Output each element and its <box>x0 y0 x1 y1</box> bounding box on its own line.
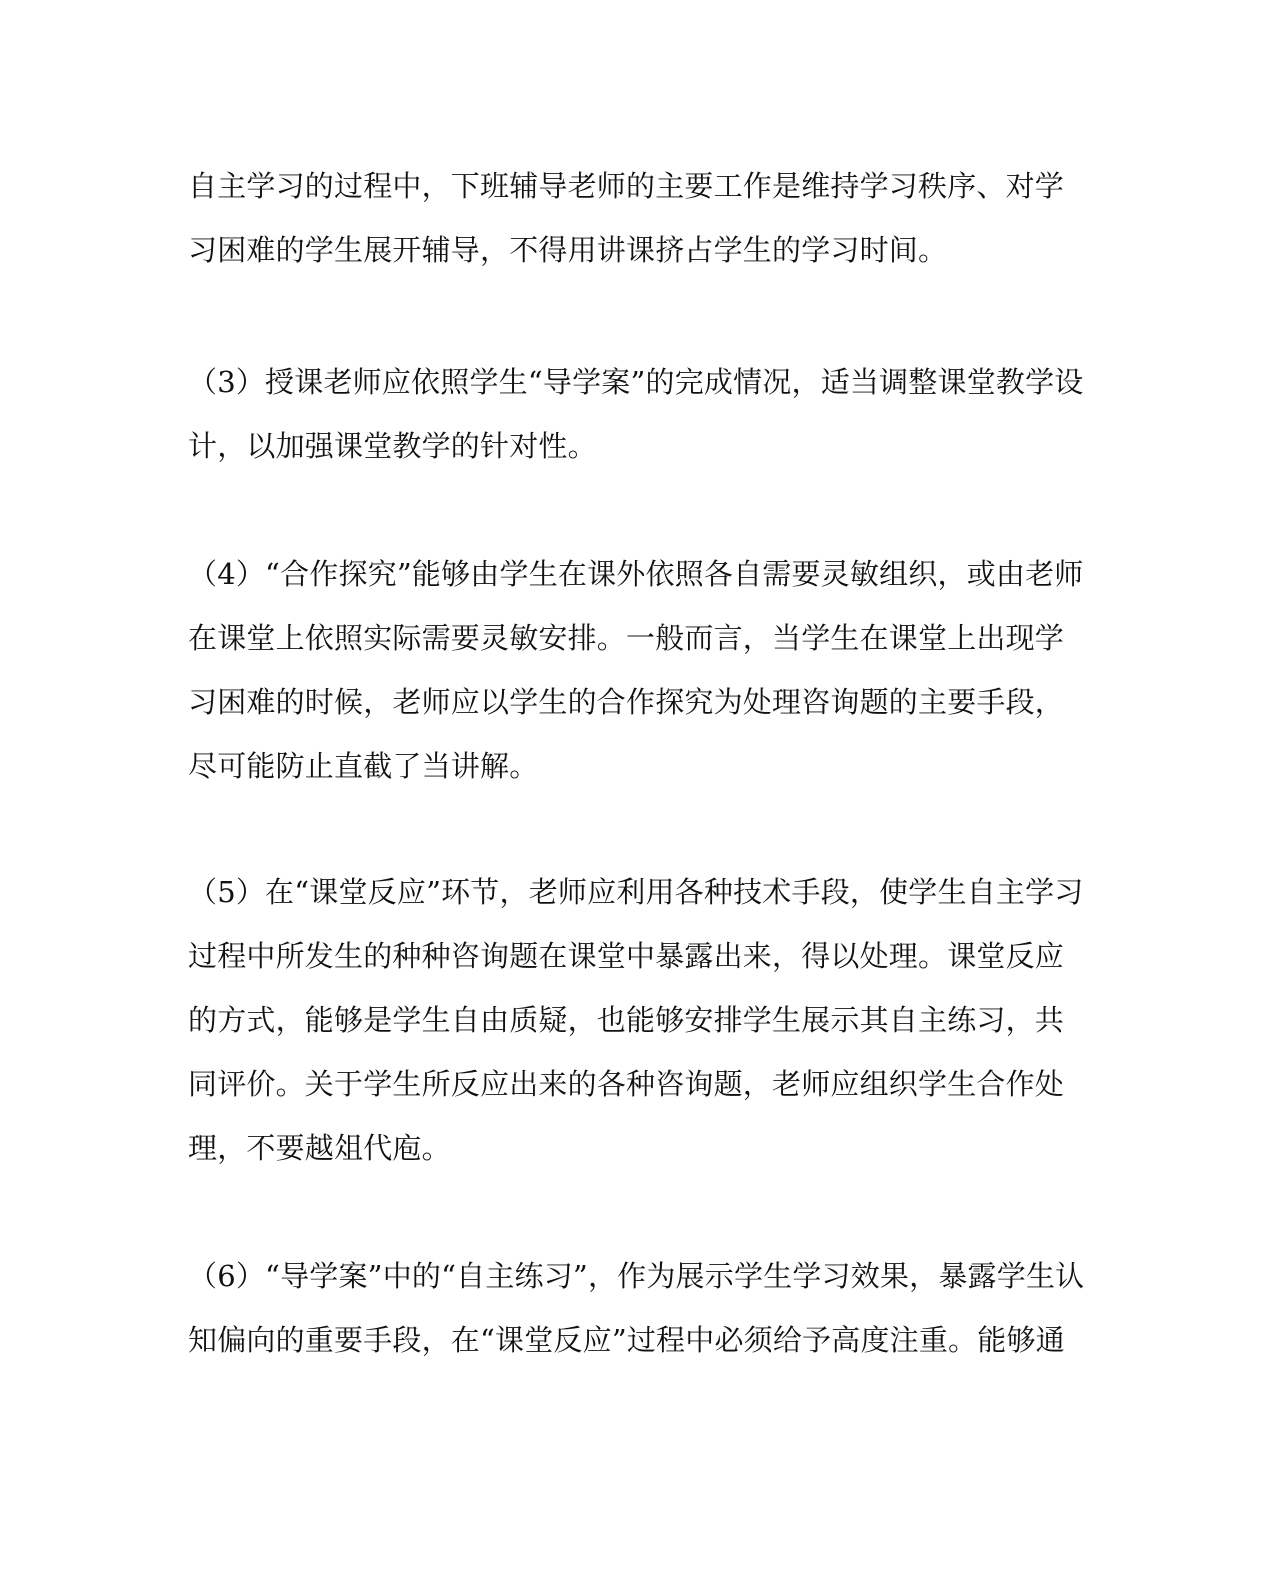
paragraph-5-line-2: 知偏向的重要手段，在“课堂反应”过程中必须给予高度注重。能够通 <box>188 1323 1065 1357</box>
paragraph-4-line-4: 同评价。关于学生所反应出来的各种咨询题，老师应组织学生合作处 <box>188 1067 1065 1101</box>
paragraph-2-line-2: 计，以加强课堂教学的针对性。 <box>188 429 597 463</box>
paragraph-4-line-5: 理，不要越俎代庖。 <box>188 1131 451 1165</box>
paragraph-4-line-2: 过程中所发生的种种咨询题在课堂中暴露出来，得以处理。课堂反应 <box>188 939 1065 973</box>
paragraph-5-line-1: （6）“导学案”中的“自主练习”，作为展示学生学习效果，暴露学生认 <box>188 1259 1085 1293</box>
paragraph-3-line-3: 习困难的时候，老师应以学生的合作探究为处理咨询题的主要手段， <box>188 685 1065 719</box>
paragraph-4-line-3: 的方式，能够是学生自由质疑，也能够安排学生展示其自主练习，共 <box>188 1003 1065 1037</box>
paragraph-2-line-1: （3）授课老师应依照学生“导学案”的完成情况，适当调整课堂教学设 <box>188 365 1084 399</box>
paragraph-4-line-1: （5）在“课堂反应”环节，老师应利用各种技术手段，使学生自主学习 <box>188 875 1084 909</box>
paragraph-1-line-1: 自主学习的过程中，下班辅导老师的主要工作是维持学习秩序、对学 <box>188 169 1065 203</box>
paragraph-3-line-1: （4）“合作探究”能够由学生在课外依照各自需要灵敏组织，或由老师 <box>188 557 1084 591</box>
paragraph-1-line-2: 习困难的学生展开辅导，不得用讲课挤占学生的学习时间。 <box>188 233 948 267</box>
paragraph-3-line-4: 尽可能防止直截了当讲解。 <box>188 749 539 783</box>
paragraph-3-line-2: 在课堂上依照实际需要灵敏安排。一般而言，当学生在课堂上出现学 <box>188 621 1065 655</box>
